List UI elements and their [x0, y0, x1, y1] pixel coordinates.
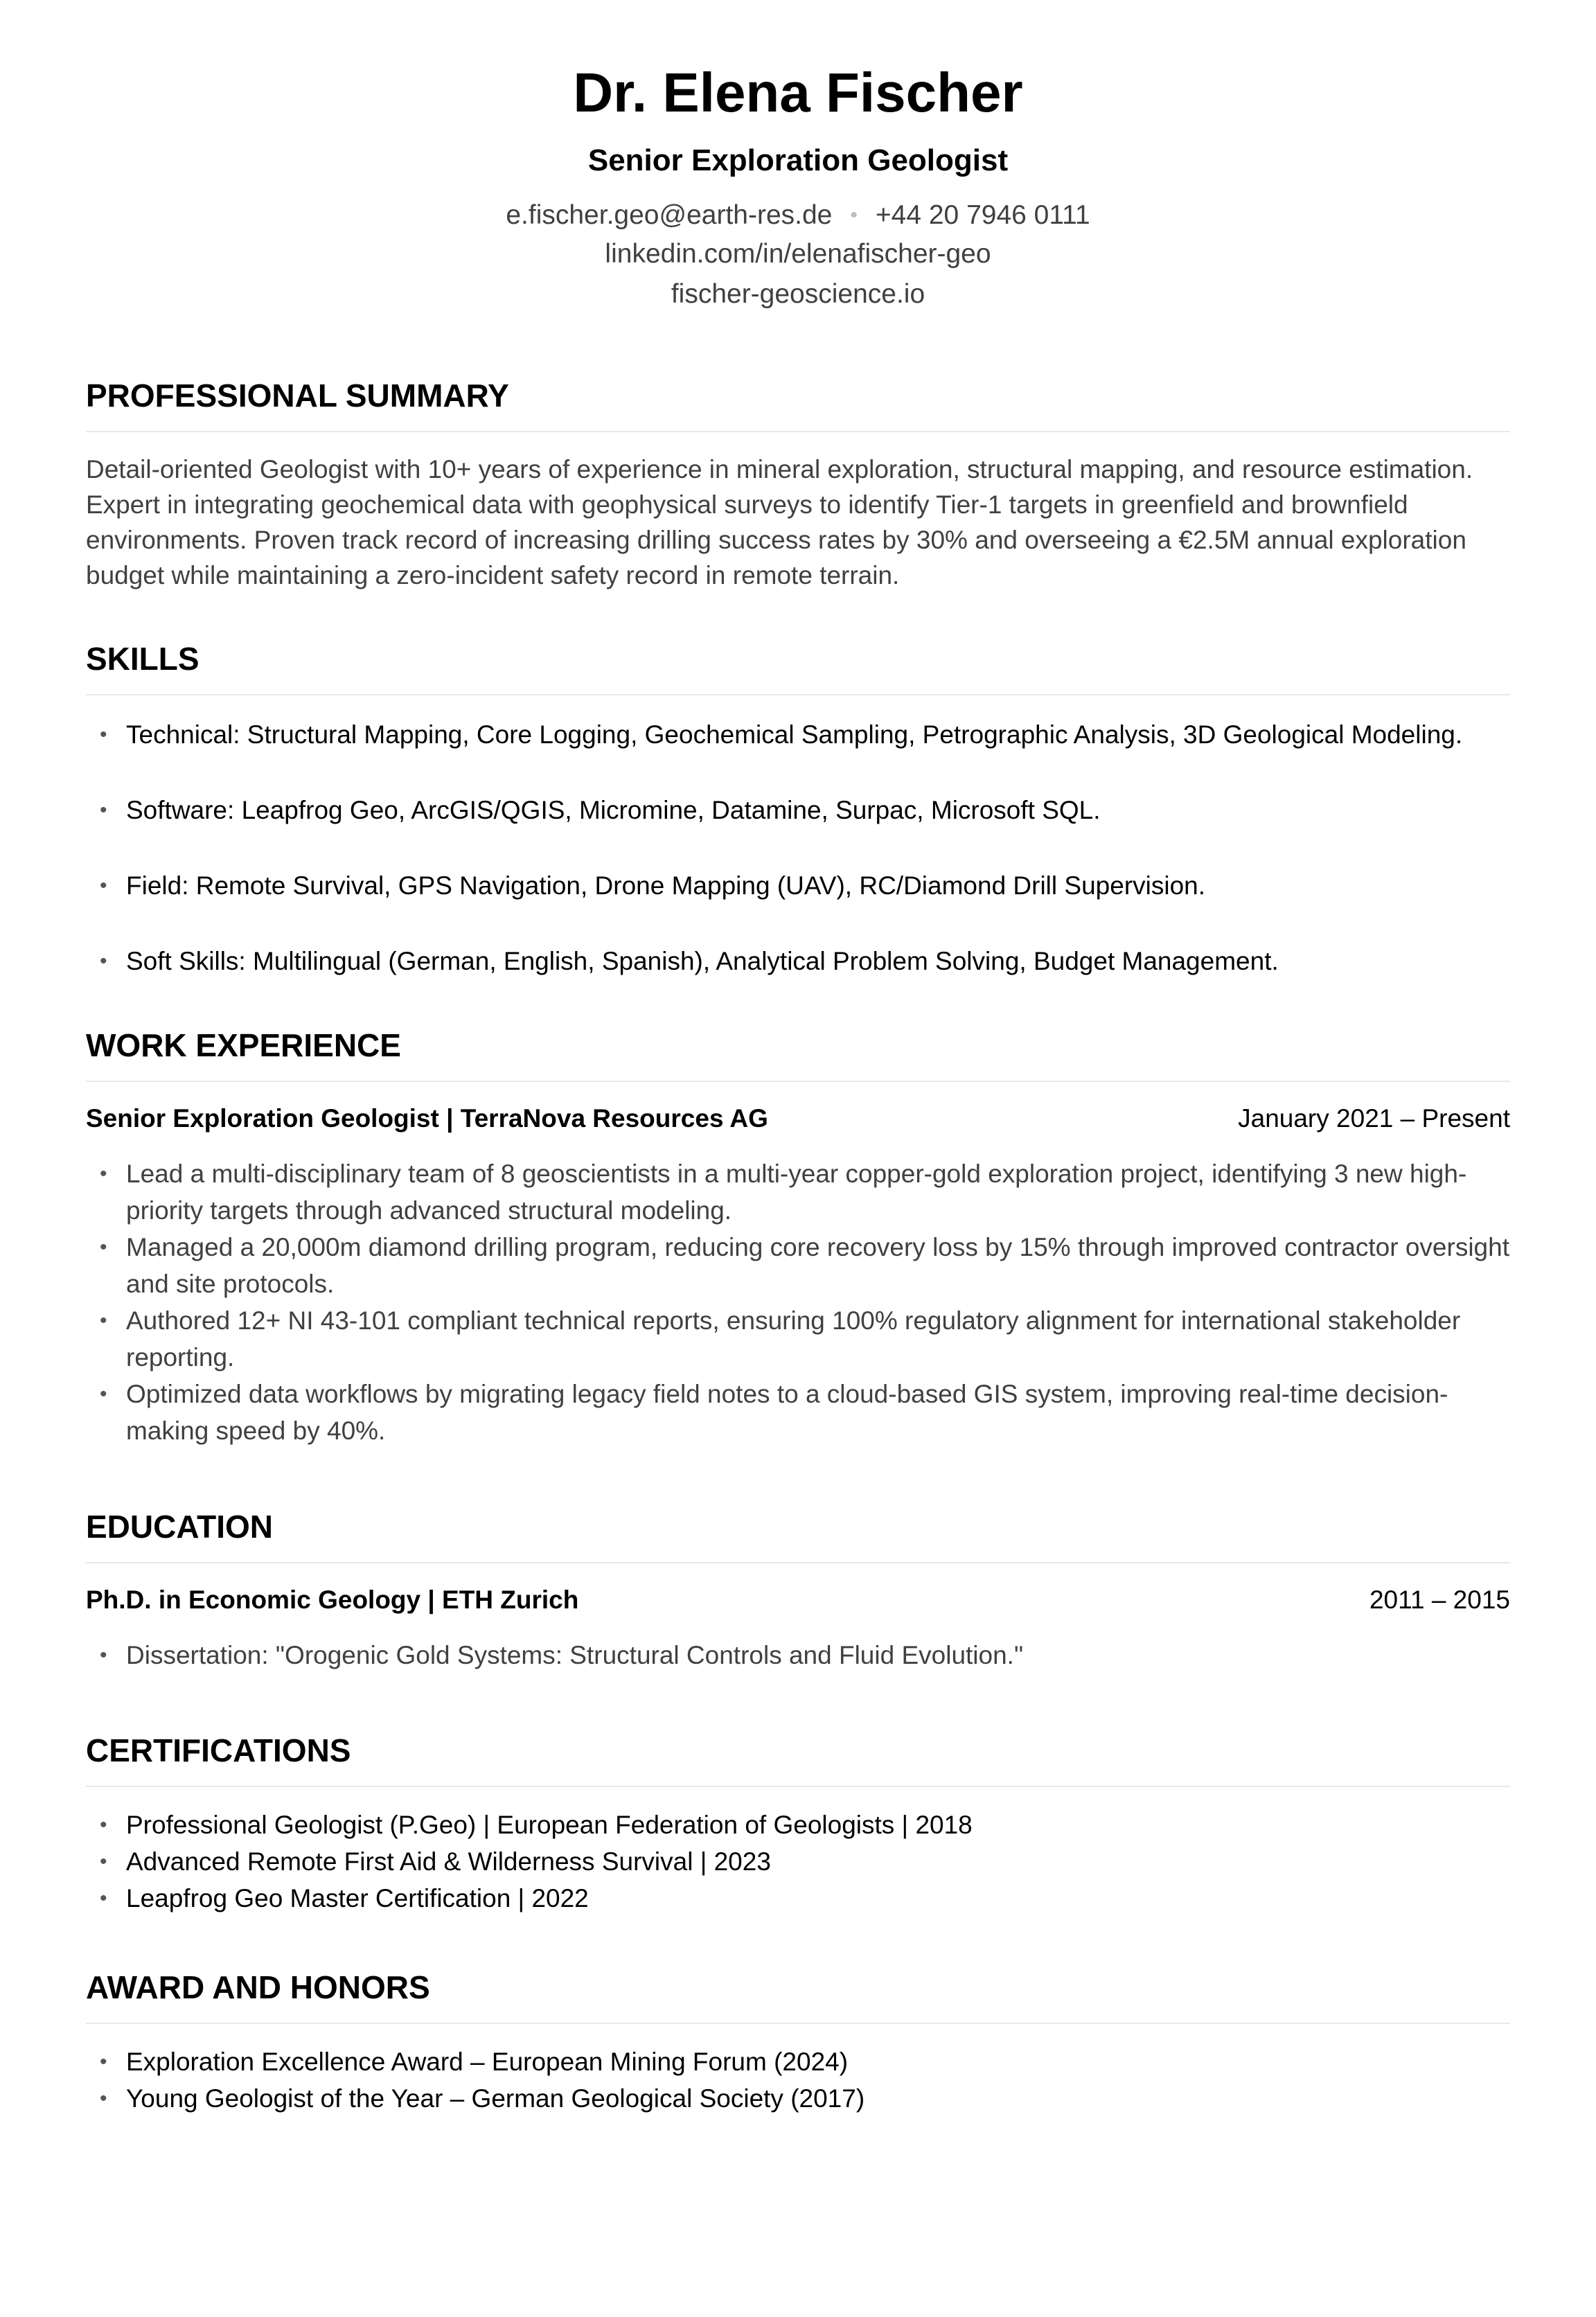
bullet-text: Optimized data workflows by migrating legacy field notes to a cloud-based GIS system, improving real-time decision-making speed by 40%.: [126, 1380, 1448, 1445]
job-dates: January 2021 – Present: [1238, 1104, 1510, 1133]
education-dates: 2011 – 2015: [1369, 1586, 1510, 1614]
award-text: Young Geologist of the Year – German Geological Society (2017): [126, 2084, 865, 2113]
summary-text: Detail-oriented Geologist with 10+ years of experience in mineral exploration, structural mapping, and resource estimation. Expert in integrating geochemical data with geophysical surveys to identify Tier-1 targets in greenfield and brownfield environments. Proven track record of increasing drilling success rates by 30% and overseeing a €2.5M annual exploration budget while maintaining a zero-incident safety record in remote terrain.: [86, 455, 1473, 589]
skill-text: Field: Remote Survival, GPS Navigation, Drone Mapping (UAV), RC/Diamond Drill Supervision.: [126, 871, 1206, 900]
bullet-icon: •: [100, 723, 107, 746]
bullet-text: Dissertation: "Orogenic Gold Systems: Structural Controls and Fluid Evolution.": [126, 1641, 1024, 1669]
bullet-icon: •: [100, 1236, 107, 1259]
linkedin-link[interactable]: linkedin.com/in/elenafischer-geo: [605, 239, 991, 269]
certification-text: Advanced Remote First Aid & Wilderness Survival | 2023: [126, 1847, 771, 1876]
bullet-icon: •: [100, 1644, 107, 1667]
awards-list: [86, 2043, 1510, 2117]
contact-separator: •: [850, 204, 858, 227]
list-item: [86, 1843, 1510, 1880]
bullet-text: Lead a multi-disciplinary team of 8 geoscientists in a multi-year copper-gold exploration project, identifying 3 new high-priority targets through advanced structural modeling.: [126, 1160, 1467, 1225]
list-item: [86, 1806, 1510, 1843]
certifications-list: [86, 1806, 1510, 1917]
section-heading: WORK EXPERIENCE: [86, 1025, 1510, 1082]
list-item: [86, 1155, 1510, 1229]
skills-section: [86, 639, 1510, 979]
section-heading: CERTIFICATIONS: [86, 1730, 1510, 1787]
summary-section: [86, 375, 1510, 593]
bullet-icon: •: [100, 1383, 107, 1405]
list-item: [86, 944, 1510, 979]
bullet-icon: •: [100, 2050, 107, 2073]
section-heading: PROFESSIONAL SUMMARY: [86, 375, 1510, 432]
education-header: [86, 1583, 1510, 1617]
list-item: [86, 718, 1510, 752]
phone-number: +44 20 7946 0111: [875, 200, 1090, 230]
candidate-title: Senior Exploration Geologist: [587, 143, 1009, 177]
list-item: [86, 1637, 1510, 1674]
bullet-icon: •: [100, 1162, 107, 1185]
certification-text: Leapfrog Geo Master Certification | 2022: [126, 1884, 589, 1912]
bullet-icon: •: [100, 1813, 107, 1836]
certification-text: Professional Geologist (P.Geo) | European Federation of Geologists | 2018: [126, 1811, 973, 1839]
job-title: Senior Exploration Geologist | TerraNova Resources AG: [86, 1104, 768, 1133]
skills-list: [86, 718, 1510, 979]
awards-section: [86, 1967, 1510, 2117]
list-item: [86, 2043, 1510, 2080]
bullet-icon: •: [100, 1309, 107, 1332]
bullet-icon: •: [100, 799, 107, 822]
bullet-icon: •: [100, 1850, 107, 1873]
contact-line-primary: [0, 198, 1596, 233]
education-bullets: [86, 1637, 1510, 1674]
bullet-icon: •: [100, 1887, 107, 1910]
section-heading: EDUCATION: [86, 1507, 1510, 1563]
bullet-text: Authored 12+ NI 43-101 compliant technical reports, ensuring 100% regulatory alignment for international stakeholder reporting.: [126, 1306, 1461, 1371]
list-item: [86, 1302, 1510, 1376]
skill-text: Soft Skills: Multilingual (German, English, Spanish), Analytical Problem Solving, Budget Management.: [126, 947, 1279, 975]
job-header: [86, 1101, 1510, 1136]
degree-title: Ph.D. in Economic Geology | ETH Zurich: [86, 1586, 579, 1614]
education-section: [86, 1507, 1510, 1674]
bullet-text: Managed a 20,000m diamond drilling program, reducing core recovery loss by 15% through improved contractor oversight and site protocols.: [126, 1233, 1509, 1298]
list-item: [86, 793, 1510, 828]
certifications-section: [86, 1730, 1510, 1917]
list-item: [86, 1229, 1510, 1302]
list-item: [86, 2080, 1510, 2117]
experience-section: [86, 1025, 1510, 1449]
bullet-icon: •: [100, 950, 107, 973]
section-heading: AWARD AND HONORS: [86, 1967, 1510, 2024]
skill-text: Technical: Structural Mapping, Core Logging, Geochemical Sampling, Petrographic Analysis, 3D Geological Modeling.: [126, 720, 1463, 749]
list-item: [86, 1880, 1510, 1917]
bullet-icon: •: [100, 2087, 107, 2110]
skill-text: Software: Leapfrog Geo, ArcGIS/QGIS, Micromine, Datamine, Surpac, Microsoft SQL.: [126, 796, 1101, 824]
candidate-name: Dr. Elena Fischer: [573, 62, 1023, 123]
email-link[interactable]: e.fischer.geo@earth-res.de: [506, 200, 833, 230]
website-link[interactable]: fischer-geoscience.io: [671, 279, 925, 309]
job-bullets: [86, 1155, 1510, 1449]
bullet-icon: •: [100, 874, 107, 897]
award-text: Exploration Excellence Award – European Mining Forum (2024): [126, 2048, 849, 2076]
list-item: [86, 1376, 1510, 1449]
list-item: [86, 869, 1510, 903]
section-heading: SKILLS: [86, 639, 1510, 695]
